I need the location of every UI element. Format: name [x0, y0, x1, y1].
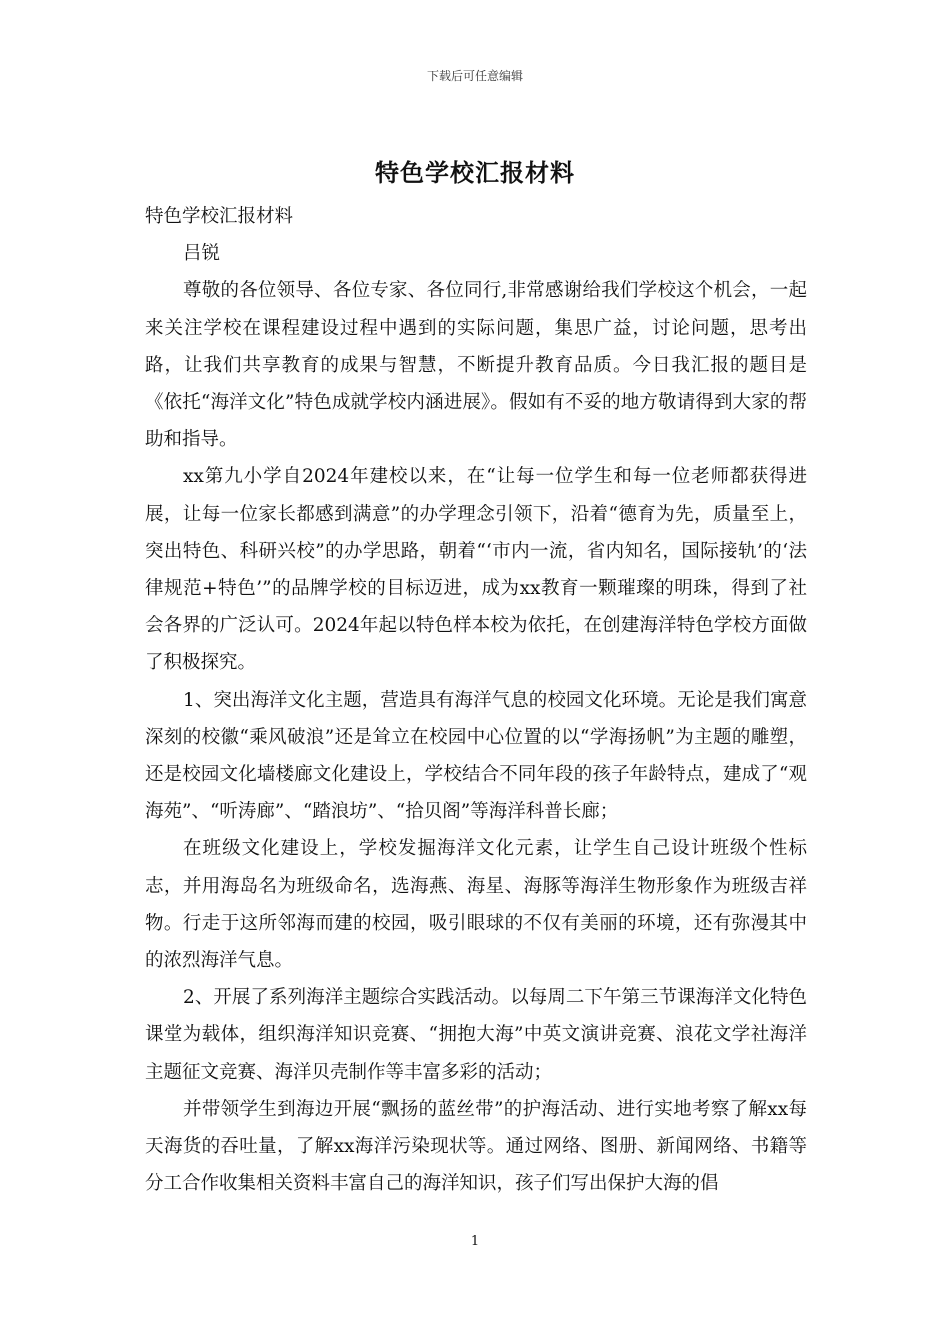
document-body — [145, 198, 807, 1202]
paragraph-school-intro: xx第九小学自2024年建校以来，在“让每一位学生和每一位老师都获得进展，让每一位家长都感到满意”的办学理念引领下，沿着“德育为先，质量至上，突出特色、科研兴校”的办学思路，朝着“‘市内一流，省内知名，国际接轨’的‘法律规范+特色’”的品牌学校的目标迈进，成为xx教育一颗璀璨的明珠，得到了社会各界的广泛认可。2024年起以特色样本校为依托，在创建海洋特色学校方面做了积极探究。 — [145, 466, 807, 674]
header-note: 下载后可任意编辑 — [426, 69, 523, 83]
document-title: 特色学校汇报材料 — [375, 158, 575, 187]
paragraph-class-culture: 在班级文化建设上，学校发掘海洋文化元素，让学生自己设计班级个性标志，并用海岛名为班级命名，选海燕、海星、海豚等海洋生物形象作为班级吉祥物。行走于这所邻海而建的校园，吸引眼球的不仅有美丽的环境，还有弥漫其中的浓烈海洋气息。 — [145, 838, 807, 972]
paragraph-opening: 尊敬的各位领导、各位专家、各位同行,非常感谢给我们学校这个机会，一起来关注学校在课程建设过程中遇到的实际问题，集思广益，讨论问题，思考出路，让我们共享教育的成果与智慧，不断提升教育品质。今日我汇报的题目是《依托“海洋文化”特色成就学校内涵进展》。假如有不妥的地方敬请得到大家的帮助和指导。 — [145, 280, 807, 451]
document-author: 吕锐 — [183, 243, 221, 265]
paragraph-activities: 并带领学生到海边开展“飘扬的蓝丝带”的护海活动、进行实地考察了解xx每天海货的吞吐量，了解xx海洋污染现状等。通过网络、图册、新闻网络、书籍等分工合作收集相关资料丰富自己的海洋知识，孩子们写出保护大海的倡 — [145, 1098, 807, 1195]
page-number: 1 — [470, 1234, 480, 1249]
paragraph-point-1: 1、突出海洋文化主题，营造具有海洋气息的校园文化环境。无论是我们寓意深刻的校徽“乘风破浪”还是耸立在校园中心位置的以“学海扬帆”为主题的雕塑，还是校园文化墙楼廊文化建设上，学校结合不同年段的孩子年龄特点，建成了“观海苑”、“听涛廊”、“踏浪坊”、“拾贝阁”等海洋科普长廊； — [145, 689, 807, 823]
paragraph-point-2: 2、开展了系列海洋主题综合实践活动。以每周二下午第三节课海洋文化特色课堂为载体，组织海洋知识竞赛、“拥抱大海”中英文演讲竞赛、浪花文学社海洋主题征文竞赛、海洋贝壳制作等丰富多彩的活动； — [145, 987, 807, 1083]
document-subtitle: 特色学校汇报材料 — [145, 206, 294, 227]
